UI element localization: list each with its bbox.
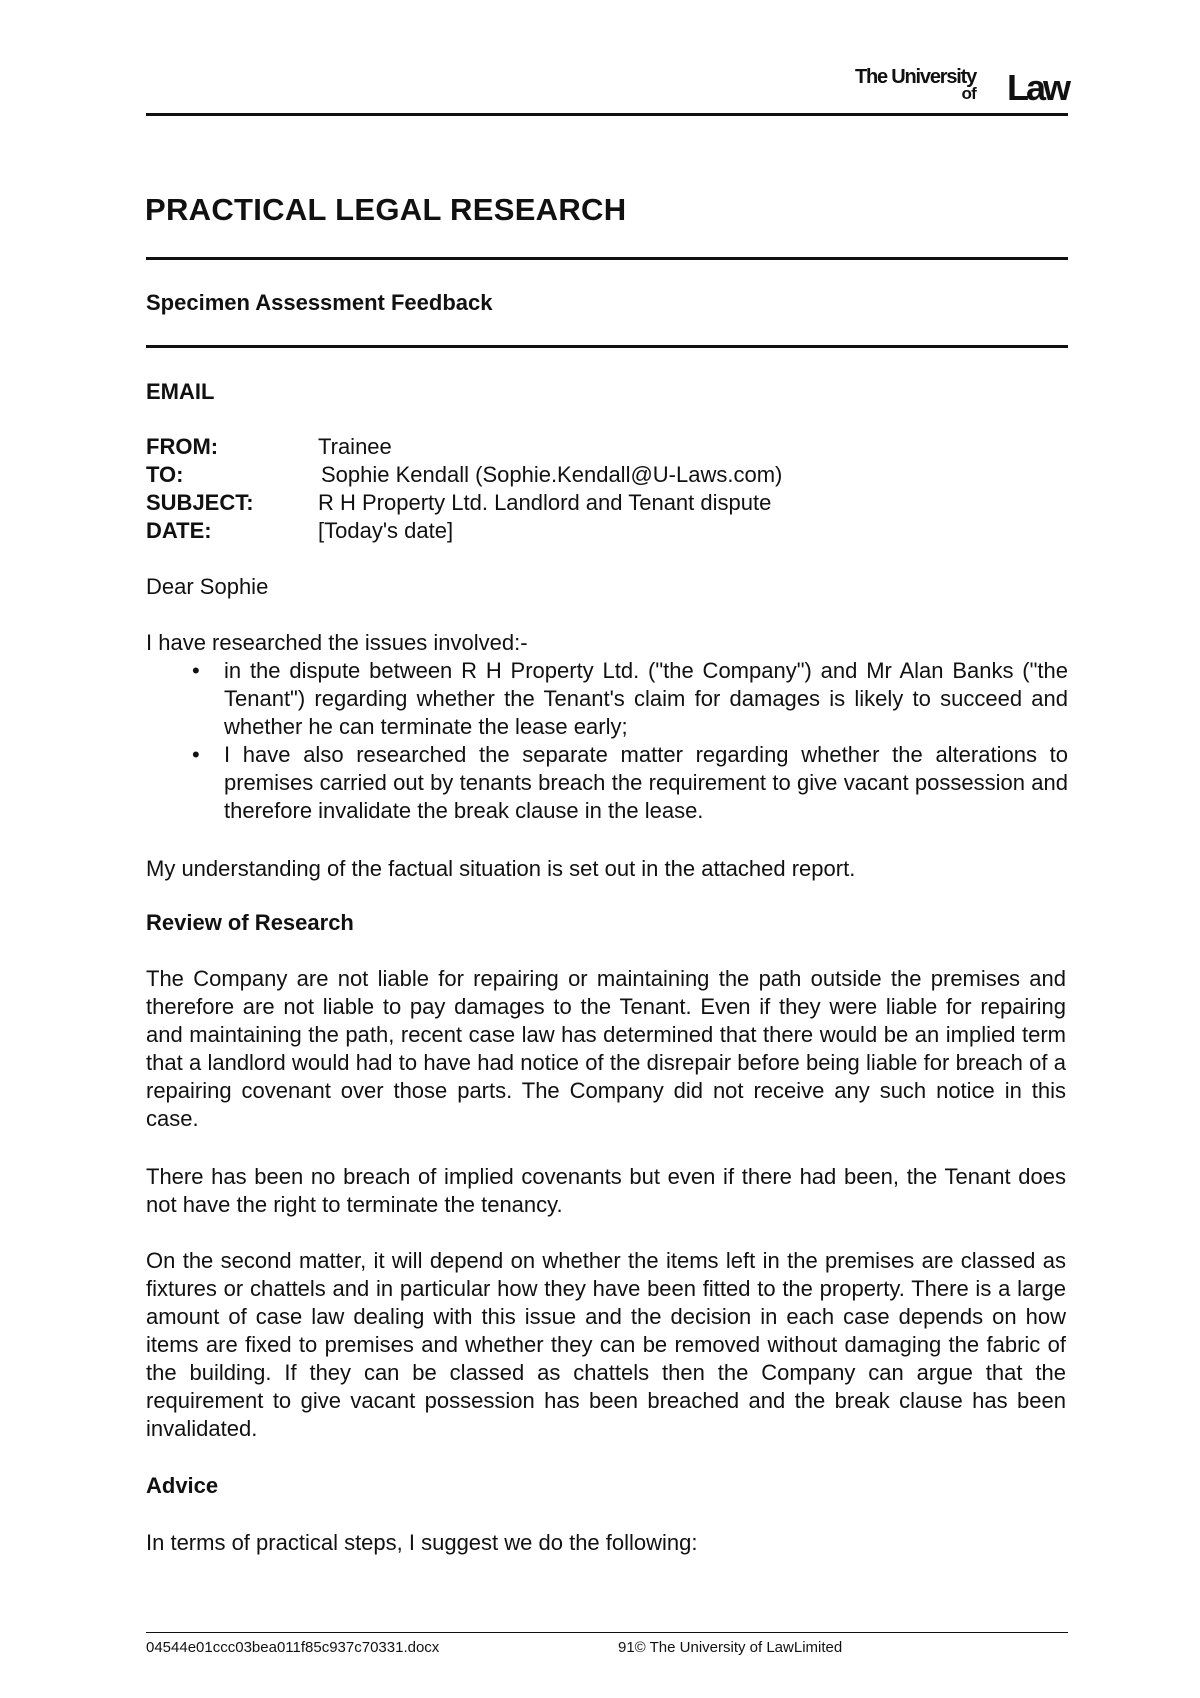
logo-of: of: [961, 84, 976, 103]
email-heading: EMAIL: [146, 379, 215, 404]
subject-label: SUBJECT:: [146, 490, 254, 515]
date-label: DATE:: [146, 518, 212, 543]
subject-value: R H Property Ltd. Landlord and Tenant dispute: [318, 490, 772, 515]
bullet-icon: •: [192, 742, 200, 767]
review-paragraph-2: There has been no breach of implied covenants but even if there had been, the Tenant does not have the right to terminate the tenancy.: [146, 1164, 1066, 1217]
university-of-law-logo: [856, 66, 1068, 106]
advice-paragraph: In terms of practical steps, I suggest we do the following:: [146, 1530, 698, 1555]
salutation: Dear Sophie: [146, 574, 269, 599]
subtitle-divider: [146, 345, 1068, 348]
logo-line1: The University: [854, 66, 976, 88]
understanding-paragraph: My understanding of the factual situation is set out in the attached report.: [146, 856, 856, 881]
bullet-icon: •: [192, 658, 200, 683]
to-value: Sophie Kendall (Sophie.Kendall@U-Laws.com): [321, 462, 783, 487]
footer-page-info: 91© The University of LawLimited: [618, 1639, 843, 1656]
title-divider: [146, 257, 1068, 260]
date-value: [Today's date]: [318, 518, 454, 543]
footer-divider: [146, 1632, 1068, 1633]
to-label: TO:: [146, 462, 184, 487]
review-paragraph-3: On the second matter, it will depend on whether the items left in the premises are classed as fixtures or chattels and in particular how they have been fitted to the property. There is a large amount of case law dealing with this issue and the decision in each case depends on how items are fixed to premises and whether they can be removed without damaging the fabric of the building. If they can be classed as chattels then the Company can argue that the requirement to give vacant possession has been breached and the break clause has been invalidated.: [146, 1248, 1066, 1441]
header-divider: [146, 113, 1068, 116]
document-subtitle: Specimen Assessment Feedback: [146, 290, 493, 315]
logo-law: Law: [1006, 67, 1068, 108]
intro-paragraph: I have researched the issues involved:-: [146, 630, 528, 655]
advice-heading: Advice: [146, 1473, 219, 1498]
from-label: FROM:: [146, 434, 219, 459]
footer-filename: 04544e01ccc03bea011f85c937c70331.docx: [146, 1639, 440, 1656]
from-value: Trainee: [318, 434, 392, 459]
bullet-text: I have also researched the separate matter regarding whether the alterations to premises carried out by tenants breach the requirement to give vacant possession and therefore invalidate the break clause in the lease.: [224, 742, 1068, 823]
bullet-text: in the dispute between R H Property Ltd. ("the Company") and Mr Alan Banks ("the Tenant") regarding whether the Tenant's claim for damages is likely to succeed and whether he can terminate the lease early;: [224, 658, 1068, 739]
document-title: PRACTICAL LEGAL RESEARCH: [145, 192, 627, 227]
review-heading: Review of Research: [146, 910, 354, 935]
review-paragraph-1: The Company are not liable for repairing or maintaining the path outside the premises and therefore are not liable to pay damages to the Tenant. Even if they were liable for repairing and maintaining the path, recent case law has determined that there would be an implied term that a landlord would had to have had notice of the disrepair before being liable for breach of a repairing covenant over those parts. The Company did not receive any such notice in this case.: [146, 966, 1066, 1131]
